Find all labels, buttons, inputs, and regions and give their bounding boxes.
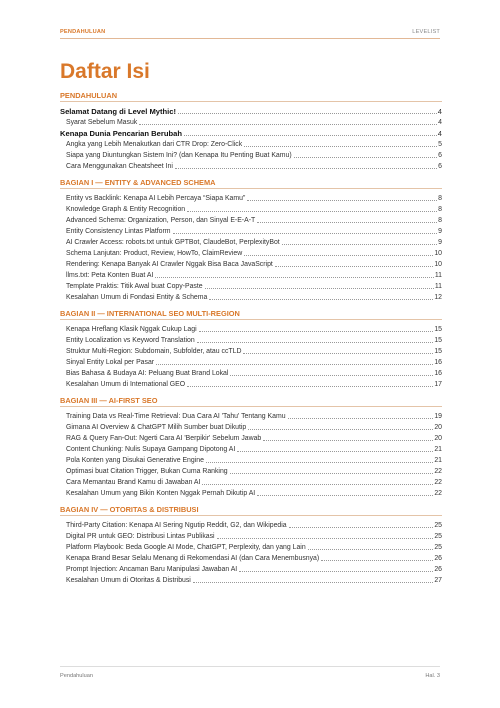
toc-entry-page: 12 xyxy=(434,294,442,301)
toc-entry-title: Kenapa Brand Besar Selalu Menang di Rekomendasi AI (dan Cara Menembusnya) xyxy=(66,555,320,562)
toc-dot-leader xyxy=(244,146,437,147)
footer-section-label: Pendahuluan xyxy=(60,673,93,679)
toc-entry-page: 9 xyxy=(438,228,442,235)
toc-entry-title: Content Chunking: Nulis Supaya Gampang Dipotong AI xyxy=(66,446,236,453)
toc-entry-title: Selamat Datang di Level Mythic! xyxy=(60,107,177,116)
toc-entry-title: Syarat Sebelum Masuk xyxy=(66,119,138,126)
toc-entry-title: Kenapa Dunia Pencarian Berubah xyxy=(60,129,182,138)
toc-subsection-entry[interactable] xyxy=(60,160,442,171)
toc-entry-title: Kesalahan Umum di International GEO xyxy=(66,381,186,388)
toc-entry-page: 5 xyxy=(438,141,442,148)
toc-dot-leader xyxy=(257,495,433,496)
toc-entry-title: Platform Playbook: Beda Google AI Mode, ChatGPT, Perplexity, dan yang Lain xyxy=(66,544,306,551)
toc-dot-leader xyxy=(197,342,434,343)
toc-entry-title: Schema Lanjutan: Product, Review, HowTo, ClaimReview xyxy=(66,250,243,257)
toc-entry-page: 25 xyxy=(434,522,442,529)
toc-dot-leader xyxy=(237,451,433,452)
toc-subsection-entry[interactable] xyxy=(60,432,442,443)
toc-entry-title: Third-Party Citation: Kenapa AI Sering Ngutip Reddit, G2, dan Wikipedia xyxy=(66,522,287,529)
toc-subsection-entry[interactable] xyxy=(60,421,442,432)
toc-dot-leader xyxy=(187,386,433,387)
toc-entry-title: AI Crawler Access: robots.txt untuk GPTBot, ClaudeBot, PerplexityBot xyxy=(66,239,280,246)
toc-chapter-entry[interactable] xyxy=(60,105,442,116)
toc-subsection-entry[interactable] xyxy=(60,236,442,247)
toc-entry-page: 27 xyxy=(434,577,442,584)
toc-section-divider xyxy=(60,515,442,516)
toc-dot-leader xyxy=(230,473,434,474)
toc-dot-leader xyxy=(243,353,433,354)
toc-entry-title: Siapa yang Diuntungkan Sistem Ini? (dan Kenapa Itu Penting Buat Kamu) xyxy=(66,152,292,159)
toc-entry-title: Cara Memantau Brand Kamu di Jawaban AI xyxy=(66,479,201,486)
toc-entry-page: 22 xyxy=(434,468,442,475)
toc-entry-page: 16 xyxy=(434,359,442,366)
toc-entry-page: 21 xyxy=(434,457,442,464)
toc-entry-title: Kesalahan Umum yang Bikin Konten Nggak Pernah Dikutip AI xyxy=(66,490,256,497)
toc-dot-leader xyxy=(187,211,437,212)
toc-dot-leader xyxy=(178,113,437,114)
toc-dot-leader xyxy=(184,135,437,136)
running-header xyxy=(60,25,440,37)
toc-subsection-entry[interactable] xyxy=(60,138,442,149)
toc-entry-page: 16 xyxy=(434,370,442,377)
toc-entry-page: 9 xyxy=(438,239,442,246)
toc-subsection-entry[interactable] xyxy=(60,541,442,552)
toc-dot-leader xyxy=(206,462,433,463)
toc-entry-title: Cara Menggunakan Cheatsheet Ini xyxy=(66,163,173,170)
toc-entry-title: Entity vs Backlink: Kenapa AI Lebih Percaya “Siapa Kamu” xyxy=(66,195,246,202)
toc-dot-leader xyxy=(257,222,437,223)
toc-dot-leader xyxy=(263,440,433,441)
toc-subsection-entry[interactable] xyxy=(60,258,442,269)
toc-dot-leader xyxy=(230,375,433,376)
toc-dot-leader xyxy=(275,266,433,267)
toc-subsection-entry[interactable] xyxy=(60,334,442,345)
toc-entry-title: Advanced Schema: Organization, Person, dan Sinyal E-E-A-T xyxy=(66,217,256,224)
toc-entry-title: Optimasi buat Citation Trigger, Bukan Cuma Ranking xyxy=(66,468,228,475)
toc-dot-leader xyxy=(288,418,434,419)
toc-section-heading: BAGIAN IV — OTORITAS & DISTRIBUSI xyxy=(60,505,199,514)
header-divider xyxy=(60,38,440,39)
toc-section-divider xyxy=(60,101,442,102)
toc-section-heading: BAGIAN II — INTERNATIONAL SEO MULTI-REGION xyxy=(60,309,240,318)
toc-section-divider xyxy=(60,319,442,320)
toc-section-heading: BAGIAN I — ENTITY & ADVANCED SCHEMA xyxy=(60,178,216,187)
toc-dot-leader xyxy=(202,484,433,485)
toc-subsection-entry[interactable] xyxy=(60,552,442,563)
toc-entry-page: 17 xyxy=(434,381,442,388)
toc-dot-leader xyxy=(205,288,434,289)
toc-entry-page: 8 xyxy=(438,195,442,202)
toc-dot-leader xyxy=(217,538,434,539)
toc-entry-title: Angka yang Lebih Menakutkan dari CTR Drop: Zero-Click xyxy=(66,141,243,148)
page-title: Daftar Isi xyxy=(60,60,150,83)
toc-section-heading: PENDAHULUAN xyxy=(60,91,118,100)
toc-subsection-entry[interactable] xyxy=(60,247,442,258)
toc-entry-page: 15 xyxy=(434,337,442,344)
toc-chapter-entry[interactable] xyxy=(60,127,442,138)
toc-entry-title: Struktur Multi-Region: Subdomain, Subfolder, atau ccTLD xyxy=(66,348,242,355)
toc-entry-title: Gimana AI Overview & ChatGPT Milih Sumber buat Dikutip xyxy=(66,424,247,431)
toc-dot-leader xyxy=(173,233,438,234)
toc-entry-title: llms.txt: Peta Konten Buat AI xyxy=(66,272,154,279)
toc-dot-leader xyxy=(294,157,438,158)
toc-subsection-entry[interactable] xyxy=(60,225,442,236)
toc-dot-leader xyxy=(248,429,433,430)
toc-entry-title: Kesalahan Umum di Fondasi Entity & Schema xyxy=(66,294,208,301)
toc-subsection-entry[interactable] xyxy=(60,280,442,291)
toc-dot-leader xyxy=(209,299,433,300)
toc-dot-leader xyxy=(193,582,433,583)
toc-entry-title: Knowledge Graph & Entity Recognition xyxy=(66,206,186,213)
toc-entry-page: 6 xyxy=(438,163,442,170)
toc-dot-leader xyxy=(321,560,433,561)
toc-subsection-entry[interactable] xyxy=(60,410,442,421)
toc-entry-title: Template Praktis: Titik Awal buat Copy-Paste xyxy=(66,283,203,290)
toc-entry-page: 26 xyxy=(434,555,442,562)
toc-subsection-entry[interactable] xyxy=(60,269,442,280)
toc-dot-leader xyxy=(199,331,434,332)
toc-entry-title: Training Data vs Real-Time Retrieval: Dua Cara AI 'Tahu' Tentang Kamu xyxy=(66,413,286,420)
toc-section-heading: BAGIAN III — AI-FIRST SEO xyxy=(60,396,158,405)
toc-entry-title: Kesalahan Umum di Otoritas & Distribusi xyxy=(66,577,191,584)
toc-subsection-entry[interactable] xyxy=(60,574,442,585)
toc-entry-page: 19 xyxy=(434,413,442,420)
toc-subsection-entry[interactable] xyxy=(60,214,442,225)
toc-entry-page: 20 xyxy=(434,435,442,442)
toc-section-divider xyxy=(60,406,442,407)
toc-subsection-entry[interactable] xyxy=(60,203,442,214)
toc-entry-title: Prompt Injection: Ancaman Baru Manipulasi Jawaban AI xyxy=(66,566,238,573)
toc-entry-page: 4 xyxy=(437,129,442,138)
toc-entry-title: Rendering: Kenapa Banyak AI Crawler Nggak Bisa Baca JavaScript xyxy=(66,261,273,268)
toc-dot-leader xyxy=(308,549,434,550)
toc-subsection-entry[interactable] xyxy=(60,149,442,160)
toc-section-divider xyxy=(60,188,442,189)
toc-entry-page: 4 xyxy=(437,107,442,116)
toc-subsection-entry[interactable] xyxy=(60,465,442,476)
toc-entry-page: 8 xyxy=(438,217,442,224)
toc-dot-leader xyxy=(289,527,434,528)
toc-subsection-entry[interactable] xyxy=(60,454,442,465)
toc-subsection-entry[interactable] xyxy=(60,519,442,530)
toc-entry-page: 21 xyxy=(434,446,442,453)
toc-entry-page: 10 xyxy=(434,250,442,257)
toc-subsection-entry[interactable] xyxy=(60,530,442,541)
toc-entry-title: Bias Bahasa & Budaya AI: Peluang Buat Brand Lokal xyxy=(66,370,229,377)
toc-dot-leader xyxy=(282,244,437,245)
header-brand-label: LEVELIST xyxy=(412,29,440,35)
toc-subsection-entry[interactable] xyxy=(60,116,442,127)
toc-entry-page: 10 xyxy=(434,261,442,268)
toc-entry-page: 20 xyxy=(434,424,442,431)
toc-subsection-entry[interactable] xyxy=(60,443,442,454)
toc-dot-leader xyxy=(239,571,433,572)
table-of-contents xyxy=(60,91,442,585)
toc-subsection-entry[interactable] xyxy=(60,356,442,367)
page-number: Hal. 3 xyxy=(425,673,440,679)
toc-subsection-entry[interactable] xyxy=(60,487,442,498)
toc-entry-title: Sinyal Entity Lokal per Pasar xyxy=(66,359,155,366)
toc-entry-title: Digital PR untuk GEO: Distribusi Lintas Publikasi xyxy=(66,533,215,540)
toc-entry-title: Entity Consistency Lintas Platform xyxy=(66,228,171,235)
toc-dot-leader xyxy=(155,277,434,278)
toc-entry-page: 4 xyxy=(438,119,442,126)
toc-subsection-entry[interactable] xyxy=(60,192,442,203)
toc-subsection-entry[interactable] xyxy=(60,476,442,487)
toc-entry-page: 8 xyxy=(438,206,442,213)
toc-entry-page: 6 xyxy=(438,152,442,159)
toc-entry-page: 15 xyxy=(434,348,442,355)
toc-subsection-entry[interactable] xyxy=(60,291,442,302)
toc-dot-leader xyxy=(244,255,433,256)
toc-entry-page: 26 xyxy=(434,566,442,573)
toc-subsection-entry[interactable] xyxy=(60,323,442,334)
toc-subsection-entry[interactable] xyxy=(60,563,442,574)
toc-subsection-entry[interactable] xyxy=(60,367,442,378)
toc-subsection-entry[interactable] xyxy=(60,378,442,389)
toc-entry-page: 22 xyxy=(434,479,442,486)
toc-dot-leader xyxy=(139,124,437,125)
toc-subsection-entry[interactable] xyxy=(60,345,442,356)
toc-dot-leader xyxy=(247,200,437,201)
toc-entry-title: Kenapa Hreflang Klasik Nggak Cukup Lagi xyxy=(66,326,197,333)
toc-entry-title: Pola Konten yang Disukai Generative Engine xyxy=(66,457,204,464)
toc-entry-page: 11 xyxy=(434,283,442,290)
toc-entry-page: 25 xyxy=(434,533,442,540)
toc-dot-leader xyxy=(156,364,433,365)
toc-dot-leader xyxy=(175,168,437,169)
toc-entry-title: RAG & Query Fan-Out: Ngerti Cara AI 'Berpikir' Sebelum Jawab xyxy=(66,435,262,442)
toc-entry-page: 15 xyxy=(434,326,442,333)
toc-entry-page: 25 xyxy=(434,544,442,551)
footer-divider xyxy=(60,666,440,667)
toc-entry-title: Entity Localization vs Keyword Translation xyxy=(66,337,195,344)
toc-entry-page: 22 xyxy=(434,490,442,497)
toc-entry-page: 11 xyxy=(434,272,442,279)
header-section-label: PENDAHULUAN xyxy=(60,29,106,35)
